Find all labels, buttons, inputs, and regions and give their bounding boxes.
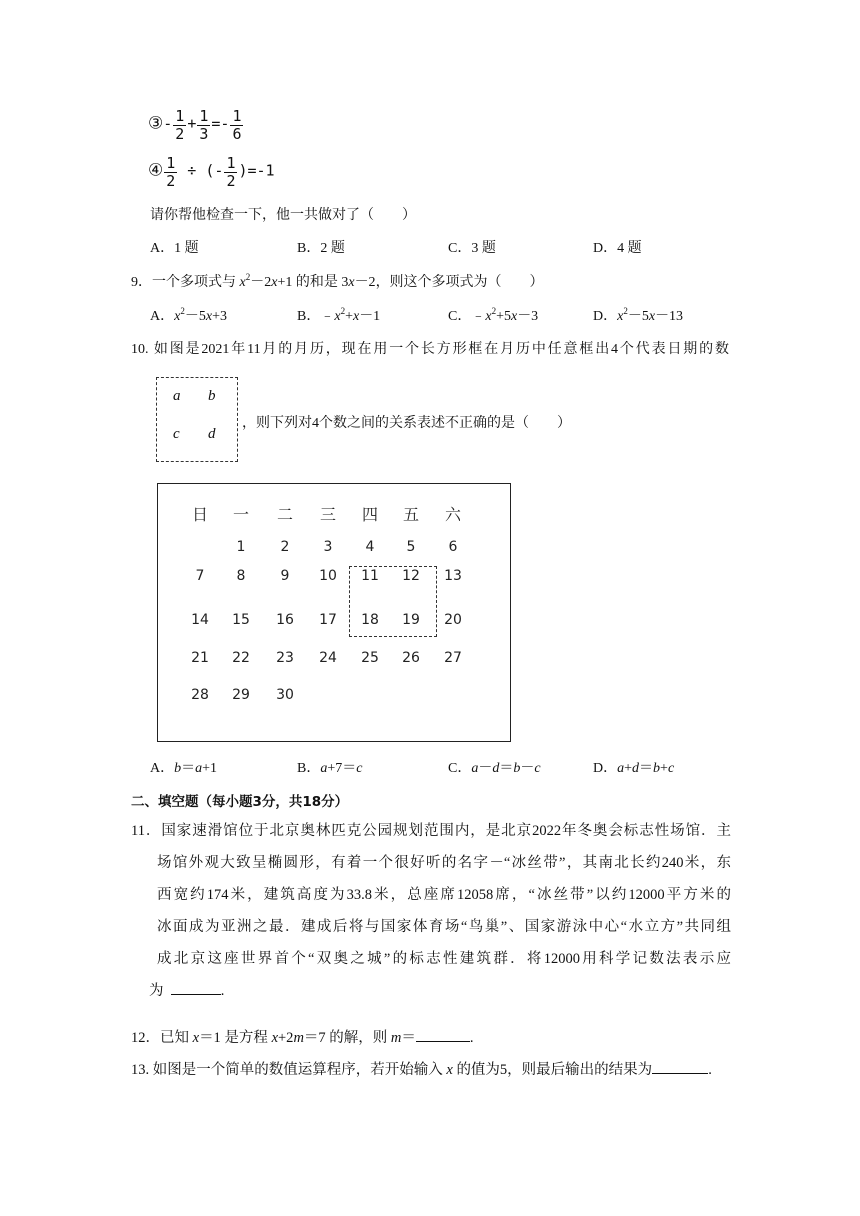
weekday-sat: 六 [444,505,461,524]
letter-a: a [173,388,181,404]
q10-stem-line1: 10. 如图是2021年11月的月历，现在用一个长方形框在月历中任意框出4个代表日期的数 [131,342,729,357]
date-cell: 11 [361,568,379,584]
q12-answer-blank[interactable] [416,1041,470,1042]
date-cell: 27 [444,650,462,666]
q8-option-b[interactable]: B．2 题 [297,241,345,256]
date-cell: 4 [365,539,375,555]
date-cell: 19 [402,612,420,628]
q13-stem: 13. 如图是一个简单的数值运算程序，若开始输入 x 的值为5，则最后输出的结果为 . [131,1062,712,1078]
date-cell: 10 [319,568,337,584]
fraction-1-2: $\frac{1}{2}$ [166,154,176,190]
weekday-tue: 二 [276,505,293,524]
item-4-marker: ④ [148,160,164,181]
date-cell: 12 [402,568,420,584]
item-3-marker: ③ [148,113,164,134]
q9-stem: 9．一个多项式与 $x^2-2x+1$ 的和是 3x－2，则这个多项式为（ ） [131,272,544,290]
q13-answer-blank[interactable] [652,1073,708,1074]
item-3-expression: ③- $\frac{1}{2}$ + $\frac{1}{3}$ =- $\frac{1}{6}$ [148,107,242,143]
fraction-1-2: $\frac{1}{2}$ [175,107,185,143]
november-2021-calendar [157,483,511,742]
q8-option-c[interactable]: C．3 题 [448,241,496,256]
abcd-selection-box [156,377,238,462]
calendar-dashed-selection [349,566,437,637]
q11-line-2: 场馆外观大致呈椭圆形，有着一个很好听的名字－“冰丝带”，其南北长约240米，东 [157,855,731,871]
date-cell: 8 [236,568,246,584]
date-cell: 29 [232,687,250,703]
date-cell: 21 [191,650,209,666]
q9-option-b[interactable]: B．$﹣x^2+x-1$ [297,306,381,324]
q11-line-6: 为 . [149,983,225,999]
weekday-fri: 五 [402,505,419,524]
date-cell: 13 [444,568,462,584]
item-4-expression: ④ $\frac{1}{2}$ ÷ (- $\frac{1}{2}$ )=-1 [148,154,275,190]
q9-option-d[interactable]: D．$x^2-5x-13$ [593,306,684,324]
date-cell: 7 [195,568,205,584]
section-heading-fill-in: 二、填空题（每小题3分，共18分） [131,794,349,810]
date-cell: 3 [323,539,333,555]
q11-line-1: 11．国家速滑馆位于北京奥林匹克公园规划范围内，是北京2022年冬奥会标志性场馆．主 [131,823,731,839]
date-cell: 6 [448,539,458,555]
date-cell: 1 [236,539,246,555]
date-cell: 20 [444,612,462,628]
date-cell: 22 [232,650,250,666]
q11-line-3: 西宽约174米，建筑高度为33.8米，总座席12058席，“冰丝带”以约12000平方米的 [157,887,731,903]
fraction-1-2-b: $\frac{1}{2}$ [226,154,236,190]
q10-option-b[interactable]: B．a+7＝c [297,761,363,776]
date-cell: 15 [232,612,250,628]
q11-line-5: 成北京这座世界首个“双奥之城”的标志性建筑群．将12000用科学记数法表示应 [157,951,731,967]
date-cell: 23 [276,650,294,666]
q11-paragraph [131,815,731,1007]
q9-option-c[interactable]: C．$﹣x^2+5x-3$ [448,306,539,324]
date-cell: 14 [191,612,209,628]
q9-option-a[interactable]: A．$x^2-5x+3$ [150,306,227,324]
q11-answer-blank[interactable] [171,994,221,995]
letter-c: c [173,426,180,442]
q10-option-c[interactable]: C．a－d＝b－c [448,761,541,776]
date-cell: 30 [276,687,294,703]
date-cell: 5 [406,539,416,555]
date-cell: 9 [280,568,290,584]
q8-option-a[interactable]: A．1 题 [150,241,199,256]
date-cell: 17 [319,612,337,628]
weekday-wed: 三 [319,505,336,524]
date-cell: 26 [402,650,420,666]
date-cell: 25 [361,650,379,666]
date-cell: 2 [280,539,290,555]
letter-d: d [208,426,216,442]
weekday-mon: 一 [232,505,249,524]
letter-b: b [208,388,216,404]
q8-prompt: 请你帮他检查一下，他一共做对了（ ） [150,208,416,223]
q8-option-d[interactable]: D．4 题 [593,241,642,256]
date-cell: 28 [191,687,209,703]
q12-stem: 12．已知 x＝1 是方程 x+2m＝7 的解，则 m＝ . [131,1030,474,1046]
fraction-1-3: $\frac{1}{3}$ [199,107,209,143]
weekday-sun: 日 [191,505,208,524]
date-cell: 18 [361,612,379,628]
date-cell: 24 [319,650,337,666]
date-cell: 16 [276,612,294,628]
fraction-1-6: $\frac{1}{6}$ [232,107,242,143]
q10-option-d[interactable]: D．a+d＝b+c [593,761,675,776]
q10-stem-line2: ，则下列对4个数之间的关系表述不正确的是（ ） [242,416,571,431]
q10-option-a[interactable]: A．b＝a+1 [150,761,218,776]
q11-line-4: 冰面成为亚洲之最．建成后将与国家体育场“鸟巢”、国家游泳中心“水立方”共同组 [157,919,731,935]
weekday-thu: 四 [361,505,378,524]
